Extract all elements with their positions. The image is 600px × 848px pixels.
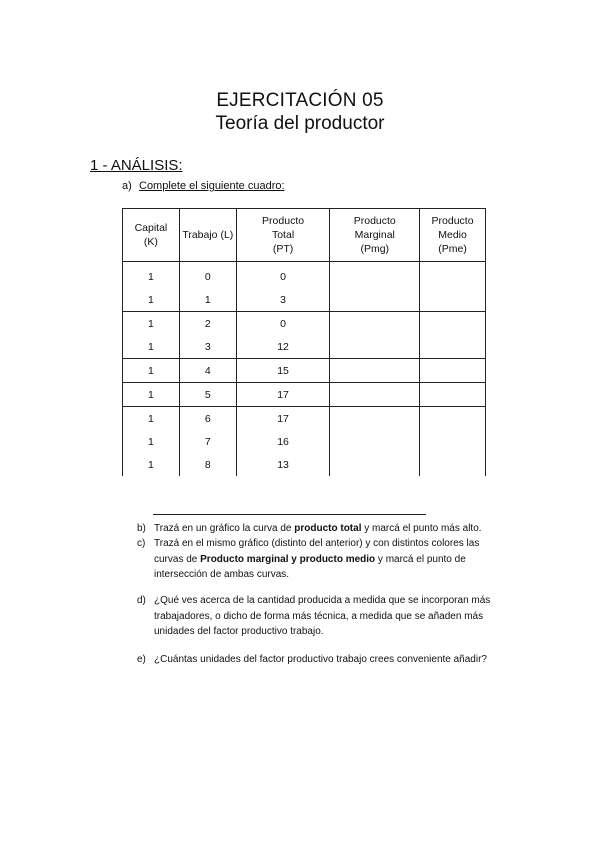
- cell-capital: 1: [123, 407, 180, 431]
- question-e-letter: e): [137, 654, 146, 665]
- cell-trabajo: 5: [179, 383, 236, 407]
- cell-capital: 1: [123, 262, 180, 289]
- divider-line: [153, 514, 426, 515]
- table-row: [123, 407, 486, 431]
- table-row: [123, 262, 486, 289]
- cell-pme[interactable]: [420, 383, 486, 407]
- cell-pme[interactable]: [420, 359, 486, 383]
- cell-pt: 0: [236, 312, 330, 336]
- cell-capital: 1: [123, 453, 180, 476]
- question-b-text: Trazá en un gráfico la curva de producto total y marcá el punto más alto.: [154, 523, 482, 534]
- cell-capital: 1: [123, 335, 180, 359]
- cell-capital: 1: [123, 359, 180, 383]
- cell-pmg[interactable]: [330, 262, 420, 289]
- cell-pmg[interactable]: [330, 453, 420, 476]
- header-capital: Capital (K): [123, 209, 180, 262]
- question-e-text: ¿Cuántas unidades del factor productivo trabajo crees conveniente añadir?: [154, 654, 487, 665]
- cell-pme[interactable]: [420, 262, 486, 289]
- page-subtitle: Teoría del productor: [215, 113, 385, 134]
- table-header-row: [123, 209, 486, 262]
- cell-trabajo: 3: [179, 335, 236, 359]
- table-row: [123, 430, 486, 453]
- cell-pme[interactable]: [420, 430, 486, 453]
- cell-pmg[interactable]: [330, 359, 420, 383]
- cell-capital: 1: [123, 383, 180, 407]
- cell-pt: 15: [236, 359, 330, 383]
- cell-pt: 17: [236, 407, 330, 431]
- cell-pmg[interactable]: [330, 288, 420, 312]
- page-title: EJERCITACIÓN 05: [216, 90, 384, 111]
- cell-pt: 12: [236, 335, 330, 359]
- cell-pme[interactable]: [420, 407, 486, 431]
- table-row: [123, 359, 486, 383]
- header-producto-medio: Producto Medio (Pme): [420, 209, 486, 262]
- table-row: [123, 312, 486, 336]
- question-d-letter: d): [137, 595, 146, 606]
- header-producto-marginal: Producto Marginal (Pmg): [330, 209, 420, 262]
- cell-trabajo: 6: [179, 407, 236, 431]
- cell-capital: 1: [123, 288, 180, 312]
- cell-pmg[interactable]: [330, 407, 420, 431]
- cell-trabajo: 4: [179, 359, 236, 383]
- table-row: [123, 453, 486, 476]
- cell-trabajo: 7: [179, 430, 236, 453]
- cell-pmg[interactable]: [330, 312, 420, 336]
- cell-pmg[interactable]: [330, 383, 420, 407]
- table-row: [123, 335, 486, 359]
- question-a-letter: a): [122, 180, 132, 192]
- cell-pt: 17: [236, 383, 330, 407]
- cell-pme[interactable]: [420, 312, 486, 336]
- section-heading: 1 - ANÁLISIS:: [90, 157, 183, 174]
- cell-pme[interactable]: [420, 453, 486, 476]
- cell-trabajo: 0: [179, 262, 236, 289]
- header-producto-total: Producto Total (PT): [236, 209, 330, 262]
- cell-trabajo: 1: [179, 288, 236, 312]
- cell-pt: 13: [236, 453, 330, 476]
- cell-pt: 0: [236, 262, 330, 289]
- question-a-text: Complete el siguiente cuadro:: [139, 180, 285, 192]
- cell-pt: 3: [236, 288, 330, 312]
- cell-pt: 16: [236, 430, 330, 453]
- cell-trabajo: 8: [179, 453, 236, 476]
- question-c-text: Trazá en el mismo gráfico (distinto del anterior) y con distintos colores las curvas de Producto marginal y producto medio y marcá el punto de intersección de ambas curvas.: [154, 538, 480, 580]
- header-trabajo: Trabajo (L): [179, 209, 236, 262]
- cell-pme[interactable]: [420, 335, 486, 359]
- production-table: [122, 208, 486, 476]
- question-c-letter: c): [137, 538, 146, 549]
- table-row: [123, 288, 486, 312]
- cell-trabajo: 2: [179, 312, 236, 336]
- cell-capital: 1: [123, 312, 180, 336]
- table-row: [123, 383, 486, 407]
- cell-capital: 1: [123, 430, 180, 453]
- question-b-letter: b): [137, 523, 146, 534]
- cell-pmg[interactable]: [330, 335, 420, 359]
- cell-pmg[interactable]: [330, 430, 420, 453]
- cell-pme[interactable]: [420, 288, 486, 312]
- question-d-text: ¿Qué ves acerca de la cantidad producida a medida que se incorporan más trabajadores, o dicho de forma más técnica, a medida que se añaden más unidades del factor productivo trabajo.: [154, 595, 491, 637]
